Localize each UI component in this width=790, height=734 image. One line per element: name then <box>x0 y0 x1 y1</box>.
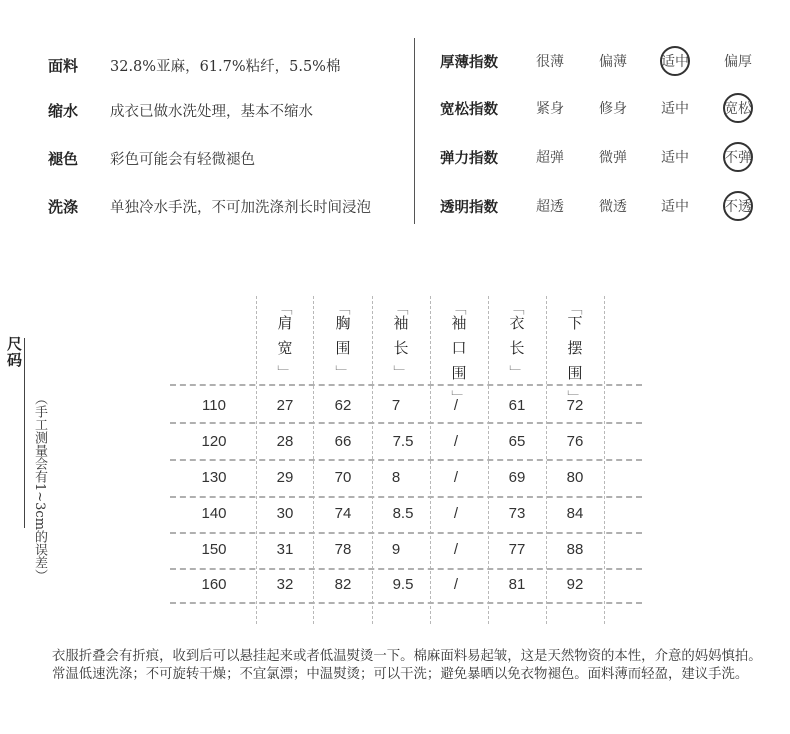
info-value: 单独冷水手洗，不可加洗涤剂长时间浸泡 <box>110 199 371 216</box>
table-row-line <box>170 422 642 424</box>
table-cell: 77 <box>508 541 526 558</box>
table-cell: 73 <box>508 505 526 522</box>
table-cell: 9 <box>391 541 401 558</box>
index-label: 透明指数 <box>440 200 498 216</box>
index-option: 适中 <box>661 101 689 117</box>
index-option: 微弹 <box>599 150 627 166</box>
table-row-line <box>170 459 642 461</box>
fabric-info-row <box>48 53 340 77</box>
table-cell: 78 <box>334 541 352 558</box>
table-cell: 8 <box>391 469 401 486</box>
column-header-label: 「 衣长 」 <box>507 300 528 380</box>
column-header-label: 「 袖长 」 <box>391 300 412 380</box>
column-header-label: 「 胸围 」 <box>333 300 354 380</box>
info-label: 褪色 <box>48 149 79 168</box>
index-option: 紧身 <box>536 101 564 117</box>
table-cell: 80 <box>566 469 584 486</box>
size-table-title: 尺码 <box>5 336 23 368</box>
index-row-transparency <box>440 191 770 221</box>
index-option: 偏厚 <box>724 54 752 70</box>
column-header <box>489 300 545 384</box>
column-header-label: 「 袖口围 」 <box>449 300 470 405</box>
column-header <box>431 300 487 409</box>
index-option-selected: 宽松 <box>721 93 755 123</box>
index-option-selected: 适中 <box>658 46 692 76</box>
table-cell: 82 <box>334 576 352 593</box>
table-cell: 65 <box>508 433 526 450</box>
table-cell: 66 <box>334 433 352 450</box>
info-label: 面料 <box>48 56 79 75</box>
index-label: 宽松指数 <box>440 102 498 118</box>
section-divider <box>414 38 415 224</box>
table-cell: 92 <box>566 576 584 593</box>
table-row-line <box>170 532 642 534</box>
info-value: 彩色可能会有轻微褪色 <box>110 151 255 168</box>
column-header-label: 「 肩宽 」 <box>275 300 296 380</box>
table-cell: / <box>453 397 459 414</box>
table-cell: 7 <box>391 397 401 414</box>
size-cell: 160 <box>201 576 227 593</box>
table-row-line <box>170 568 642 570</box>
fabric-info-row <box>48 98 313 122</box>
info-label: 洗涤 <box>48 197 79 216</box>
table-cell: 74 <box>334 505 352 522</box>
table-column-line <box>313 296 314 624</box>
index-option: 很薄 <box>536 54 564 70</box>
table-cell: 31 <box>276 541 294 558</box>
size-cell: 140 <box>201 505 227 522</box>
table-cell: / <box>453 576 459 593</box>
index-option: 偏薄 <box>599 54 627 70</box>
table-cell: / <box>453 505 459 522</box>
index-option: 修身 <box>599 101 627 117</box>
table-cell: 61 <box>508 397 526 414</box>
table-cell: / <box>453 469 459 486</box>
size-cell: 110 <box>202 397 226 414</box>
index-option: 超弹 <box>536 150 564 166</box>
table-cell: 76 <box>566 433 584 450</box>
info-value: 成衣已做水洗处理，基本不缩水 <box>110 103 313 120</box>
table-cell: 7.5 <box>392 433 414 450</box>
size-cell: 150 <box>201 541 227 558</box>
size-cell: 130 <box>201 469 227 486</box>
table-cell: 70 <box>334 469 352 486</box>
info-label: 缩水 <box>48 101 79 120</box>
index-row-elasticity <box>440 142 770 172</box>
column-header <box>547 300 603 409</box>
table-cell: 8.5 <box>392 505 414 522</box>
table-cell: 88 <box>566 541 584 558</box>
column-header-label: 「 下摆围 」 <box>565 300 586 405</box>
care-note: 衣服折叠会有折痕，收到后可以悬挂起来或者低温熨烫一下。棉麻面料易起皱，这是天然物资的本性，介意的妈妈慎拍。常温低速洗涤；不可旋转干燥；不宜氯漂；中温熨烫；可以干洗；避免暴晒以免衣物褪色。面料薄而轻盈，建议手洗。 <box>52 649 762 682</box>
index-option-selected: 不弹 <box>721 142 755 172</box>
size-title-rule <box>24 338 25 528</box>
table-cell: 9.5 <box>392 576 414 593</box>
info-value: 32.8%亚麻，61.7%粘纤，5.5%棉 <box>110 58 341 75</box>
measurement-note: （手工测量会有1~3cm的误差） <box>32 392 47 583</box>
table-cell: 28 <box>276 433 294 450</box>
table-cell: / <box>453 541 459 558</box>
size-cell: 120 <box>201 433 227 450</box>
column-header <box>257 300 313 384</box>
column-header <box>373 300 429 384</box>
table-row-line <box>170 602 642 604</box>
index-label: 弹力指数 <box>440 151 498 167</box>
index-option: 超透 <box>536 199 564 215</box>
index-label: 厚薄指数 <box>440 55 498 71</box>
column-header <box>315 300 371 384</box>
index-option: 适中 <box>661 199 689 215</box>
index-option: 适中 <box>661 150 689 166</box>
table-row-line <box>170 496 642 498</box>
table-cell: 62 <box>334 397 352 414</box>
table-cell: 81 <box>508 576 526 593</box>
index-row-looseness <box>440 93 770 123</box>
table-column-line <box>604 296 605 624</box>
table-cell: 27 <box>276 397 294 414</box>
table-cell: 30 <box>276 505 294 522</box>
table-cell: 69 <box>508 469 526 486</box>
table-cell: 84 <box>566 505 584 522</box>
table-cell: 29 <box>276 469 294 486</box>
fabric-info-row <box>48 194 371 218</box>
table-cell: / <box>453 433 459 450</box>
index-option: 微透 <box>599 199 627 215</box>
index-row-thickness <box>440 46 770 76</box>
fabric-info-row <box>48 146 255 170</box>
table-cell: 72 <box>566 397 584 414</box>
table-cell: 32 <box>276 576 294 593</box>
index-option-selected: 不透 <box>721 191 755 221</box>
